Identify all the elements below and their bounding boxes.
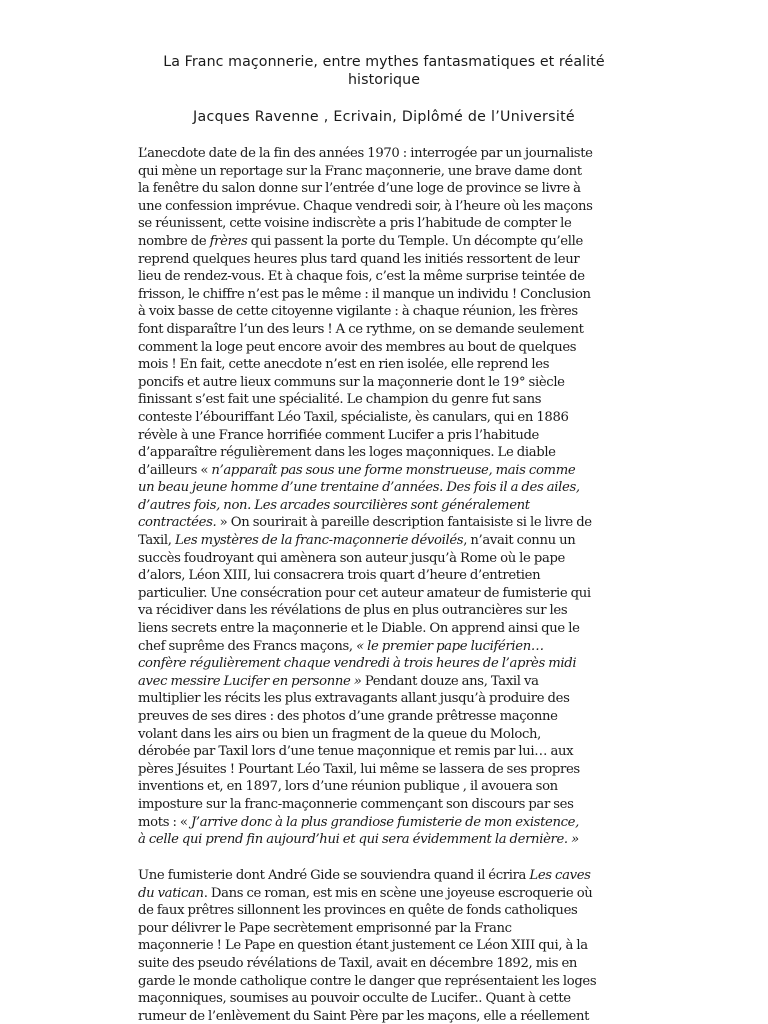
text-line [138, 268, 638, 286]
text-line [138, 215, 638, 233]
text-line [138, 514, 638, 532]
text-run: particulier. Une consécration pour cet auteur amateur de fumisterie qui [138, 585, 591, 601]
text-run: succès foudroyant qui amènera son auteur jusqu’à Rome où le pape [138, 550, 565, 566]
text-run: dérobée par Taxil lors d’une tenue maçonnique et remis par lui… aux [138, 744, 574, 760]
text-line [138, 867, 638, 885]
text-run: conteste l’ébouriffant Léo Taxil, spécialiste, ès canulars, qui en 1886 [138, 409, 569, 425]
document-title [120, 53, 648, 89]
text-run: liens secrets entre la maçonnerie et le Diable. On apprend ainsi que le [138, 621, 580, 637]
text-run: révèle à une France horrifiée comment Lucifer a pris l’habitude [138, 427, 540, 443]
text-line [138, 726, 638, 744]
text-run: à voix basse de cette citoyenne vigilante : à chaque réunion, les frères [138, 304, 578, 320]
text-run: maçonnerie ! Le Pape en question étant justement ce Léon XIII qui, à la [138, 938, 588, 954]
text-run: maçonniques, soumises au pouvoir occulte de Lucifer.. Quant à cette [138, 991, 571, 1007]
text-line [138, 937, 638, 955]
text-line [138, 374, 638, 392]
text-line [138, 444, 638, 462]
text-line [138, 885, 638, 903]
text-run: d’apparaître régulièrement dans les loges maçonniques. Le diable [138, 445, 556, 461]
text-line [138, 479, 638, 497]
text-run: se réunissent, cette voisine indiscrète a pris l’habitude de compter le [138, 216, 572, 232]
italic-text-run: du vatican [138, 885, 204, 901]
text-run: Une fumisterie dont André Gide se souviendra quand il écrira [138, 868, 530, 883]
title-line-2: historique [347, 72, 421, 88]
text-line [138, 180, 638, 198]
text-line [138, 251, 638, 269]
text-run: mois ! En fait, cette anecdote n’est en rien isolée, elle reprend les [138, 357, 550, 373]
text-run: chef suprême des Francs maçons, [138, 638, 357, 654]
text-line [138, 409, 638, 427]
text-run: lieu de rendez-vous. Et à chaque fois, c’est la même surprise teintée de [138, 269, 585, 285]
text-line [138, 973, 638, 991]
text-run: font disparaître l’un des leurs ! A ce rythme, on se demande seulement [138, 321, 584, 337]
text-run: pères Jésuites ! Pourtant Léo Taxil, lui même se lassera de ses propres [138, 761, 580, 777]
text-line [138, 286, 638, 304]
text-line [138, 990, 638, 1008]
italic-text-run: Les mystères de la franc-maçonnerie dévoilés [174, 533, 464, 549]
text-run: Taxil, [138, 533, 175, 549]
text-line [138, 532, 638, 550]
text-line [138, 743, 638, 761]
text-run: reprend quelques heures plus tard quand les initiés ressortent de leur [138, 251, 580, 267]
text-line [138, 145, 638, 163]
text-run: qui passent la porte du Temple. Un décompte qu’elle [247, 233, 583, 249]
text-run: garde le monde catholique contre le danger que représentaient les loges [138, 973, 597, 989]
text-run: imposture sur la franc-maçonnerie commençant son discours par ses [138, 796, 574, 812]
text-line [138, 955, 638, 973]
text-run: » On sourirait à pareille description fantaisiste si le livre de [216, 515, 592, 531]
body-paragraph-1 [138, 145, 638, 849]
text-run: multiplier les récits les plus extravagants allant jusqu’à produire des [138, 691, 570, 707]
text-run: comment la loge peut encore avoir des membres au bout de quelques [138, 339, 577, 355]
text-run: preuves de ses dires : des photos d’une grande prêtresse maçonne [138, 709, 558, 724]
text-run: inventions et, en 1897, lors d’une réunion publique , il avouera son [138, 779, 558, 795]
text-line [138, 673, 638, 691]
text-run: d’ailleurs « [138, 462, 212, 478]
text-line [138, 1008, 638, 1024]
italic-text-run: à celle qui prend fin aujourd’hui et qui sera évidemment la dernière. » [138, 832, 579, 848]
text-line [138, 638, 638, 656]
italic-text-run: frères [209, 233, 248, 249]
text-line [138, 356, 638, 374]
text-run: nombre de [138, 233, 210, 249]
text-line [138, 620, 638, 638]
text-run: poncifs et autre lieux communs sur la maçonnerie dont le 19° siècle [138, 374, 565, 390]
text-run: finissant s’est fait une spécialité. Le champion du genre fut sans [138, 392, 542, 408]
text-run: qui mène un reportage sur la Franc maçonnerie, une brave dame dont [138, 163, 582, 179]
text-line [138, 391, 638, 409]
text-line [138, 920, 638, 938]
text-run: volant dans les airs ou bien un fragment de la queue du Moloch, [138, 726, 541, 742]
italic-text-run: un beau jeune homme d’une trentaine d’années. Des fois il a des ailes, [138, 480, 580, 496]
author-line: Jacques Ravenne , Ecrivain, Diplômé de l’Université [193, 109, 575, 125]
text-run: de faux prêtres sillonnent les provinces en quête de fonds catholiques [138, 903, 578, 919]
italic-text-run: J’arrive donc à la plus grandiose fumisterie de mon existence, [190, 814, 579, 830]
italic-text-run: n’apparaît pas sous une forme monstrueuse, mais comme [211, 462, 576, 478]
text-run: rumeur de l’enlèvement du Saint Père par les maçons, elle a réellement [138, 1008, 590, 1024]
text-line [138, 602, 638, 620]
text-line [138, 708, 638, 726]
text-line [138, 585, 638, 603]
text-line [138, 902, 638, 920]
italic-text-run: avec messire Lucifer en personne » [138, 673, 362, 689]
text-run: , n’avait connu un [463, 533, 576, 549]
text-line [138, 796, 638, 814]
text-line [138, 655, 638, 673]
text-run: pour délivrer le Pape secrètement emprisonné par la Franc [138, 920, 512, 936]
text-line [138, 814, 638, 832]
text-run: va récidiver dans les révélations de plus en plus outrancières sur les [138, 603, 568, 619]
text-run: mots : « [138, 814, 191, 830]
italic-text-run: d’autres fois, non. Les arcades sourcilières sont généralement [138, 497, 530, 513]
text-run: Pendant douze ans, Taxil va [361, 673, 539, 689]
title-line-1: La Franc maçonnerie, entre mythes fantasmatiques et réalité [163, 54, 605, 70]
text-line [138, 778, 638, 796]
text-line [138, 567, 638, 585]
text-run: . Dans ce roman, est mis en scène une joyeuse escroquerie où [203, 885, 593, 901]
text-line [138, 198, 638, 216]
text-line [138, 163, 638, 181]
italic-text-run: contractées. [138, 515, 217, 531]
text-line [138, 321, 638, 339]
text-run: la fenêtre du salon donne sur l’entrée d’une loge de province se livre à [138, 181, 581, 197]
text-run: suite des pseudo révélations de Taxil, avait en décembre 1892, mis en [138, 955, 578, 971]
text-run: frisson, le chiffre n’est pas le même : il manque un individu ! Conclusion [138, 286, 591, 302]
text-line [138, 462, 638, 480]
text-line [138, 233, 638, 251]
italic-text-run: « le premier pape luciférien… [356, 638, 544, 654]
italic-text-run: confère régulièrement chaque vendredi à trois heures de l’après midi [138, 656, 577, 672]
text-run: d’alors, Léon XIII, lui consacrera trois quart d’heure d’entretien [138, 568, 541, 584]
text-line [138, 550, 638, 568]
text-line [138, 427, 638, 445]
text-line [138, 339, 638, 357]
italic-text-run: Les caves [529, 868, 591, 883]
body-paragraph-2 [138, 867, 638, 1024]
text-line [138, 831, 638, 849]
text-run: L’anecdote date de la fin des années 1970 : interrogée par un journaliste [138, 146, 593, 161]
text-line [138, 690, 638, 708]
text-line [138, 303, 638, 321]
text-run: une confession imprévue. Chaque vendredi soir, à l’heure où les maçons [138, 198, 593, 214]
text-line [138, 761, 638, 779]
text-line [138, 497, 638, 515]
